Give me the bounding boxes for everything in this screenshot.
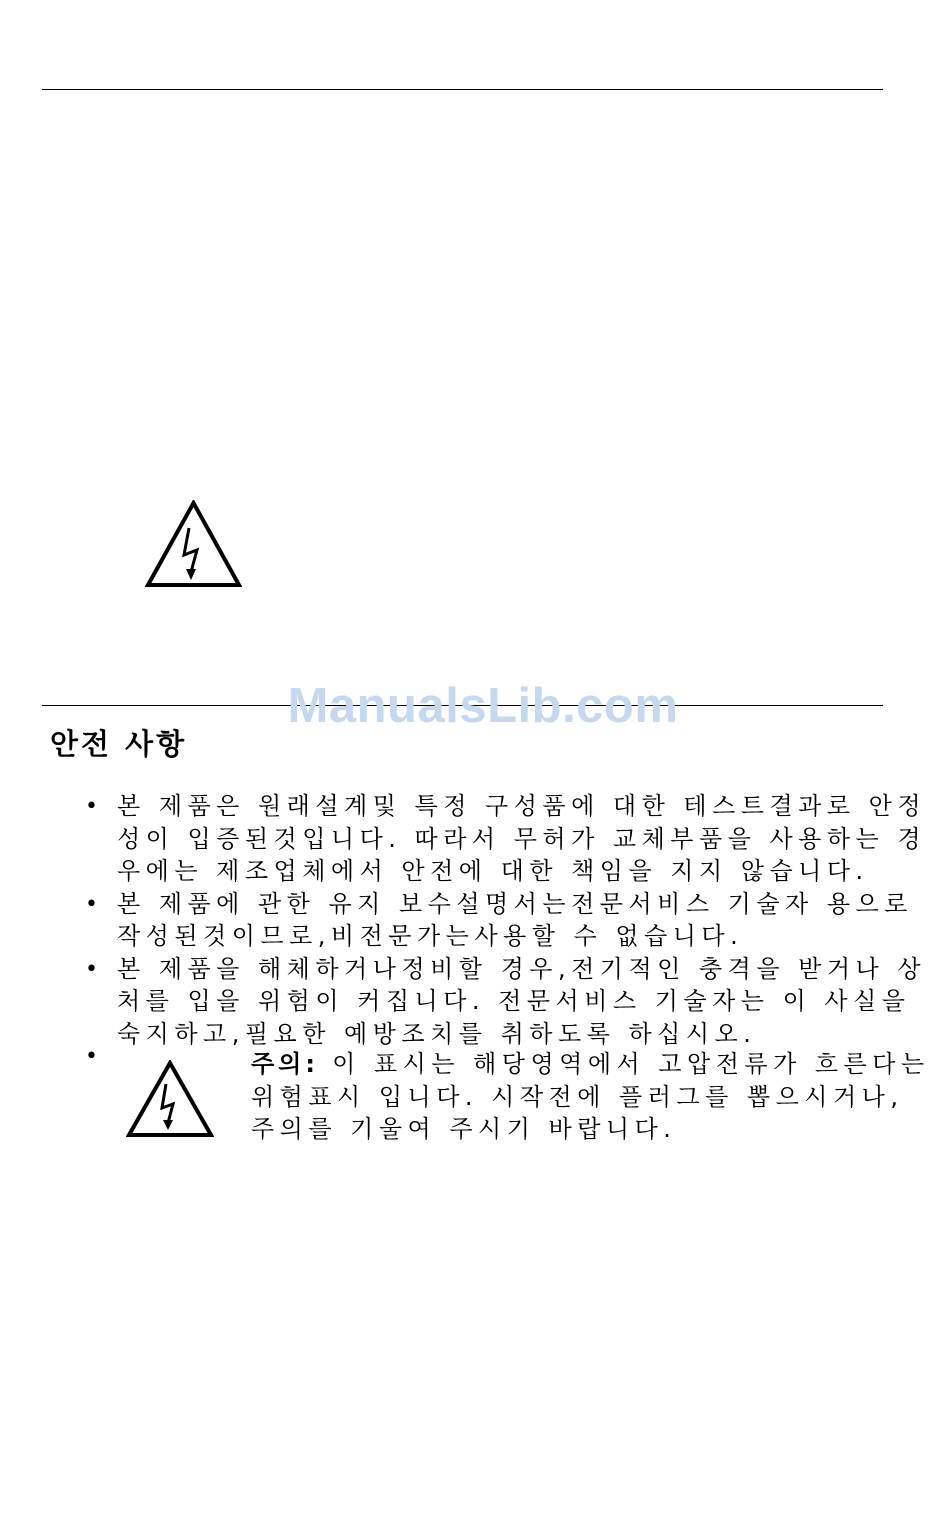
watermark: ManualsLib.com (287, 679, 679, 733)
list-item (80, 953, 927, 1051)
item-line: 작성된것이므로,비전문가는사용할 수 없습니다. (117, 922, 744, 950)
item-line: 숙지하고,필요한 예방조치를 취하도록 하십시오. (117, 1019, 757, 1048)
bullet-marker: • (85, 891, 98, 917)
item-line: 처를 입을 위험이 커집니다. 전문서비스 기술자는 이 사실을 (117, 987, 911, 1015)
caution-line: 위험표시 입니다. 시작전에 플러그를 뽑으시거나, (251, 1082, 904, 1111)
caution-line (251, 1048, 930, 1081)
electrical-hazard-icon (126, 1060, 214, 1138)
item-line: 본 제품을 해체하거나정비할 경우,전기적인 충격을 받거나 상 (117, 954, 927, 983)
caution-line-text: 이 표시는 해당영역에서 고압전류가 흐른다는 (318, 1050, 930, 1078)
caution-line: 주의를 기울여 주시기 바랍니다. (251, 1115, 677, 1143)
electrical-hazard-icon (145, 500, 242, 588)
item-line: 우에는 제조업체에서 안전에 대한 책임을 지지 않습니다. (117, 857, 869, 885)
list-item (80, 790, 927, 888)
bullet-marker: • (85, 956, 98, 982)
top-rule (42, 89, 883, 90)
list-item (80, 888, 913, 953)
caution-item (80, 1044, 930, 1160)
caution-text (251, 1048, 930, 1146)
bullet-marker: • (85, 1044, 98, 1069)
bullet-marker: • (85, 794, 98, 819)
safety-list (80, 790, 930, 1160)
caution-label: 주의: (251, 1050, 319, 1078)
item-line: 본 제품은 원래설계및 특정 구성품에 대한 테스트결과로 안정 (117, 792, 927, 820)
item-line: 본 제품에 관한 유지 보수설명서는전문서비스 기술자 용으로 (117, 889, 913, 918)
item-line: 성이 입증된것입니다. 따라서 무허가 교체부품을 사용하는 경 (117, 824, 927, 853)
section-heading: 안전 사항 (50, 727, 188, 761)
